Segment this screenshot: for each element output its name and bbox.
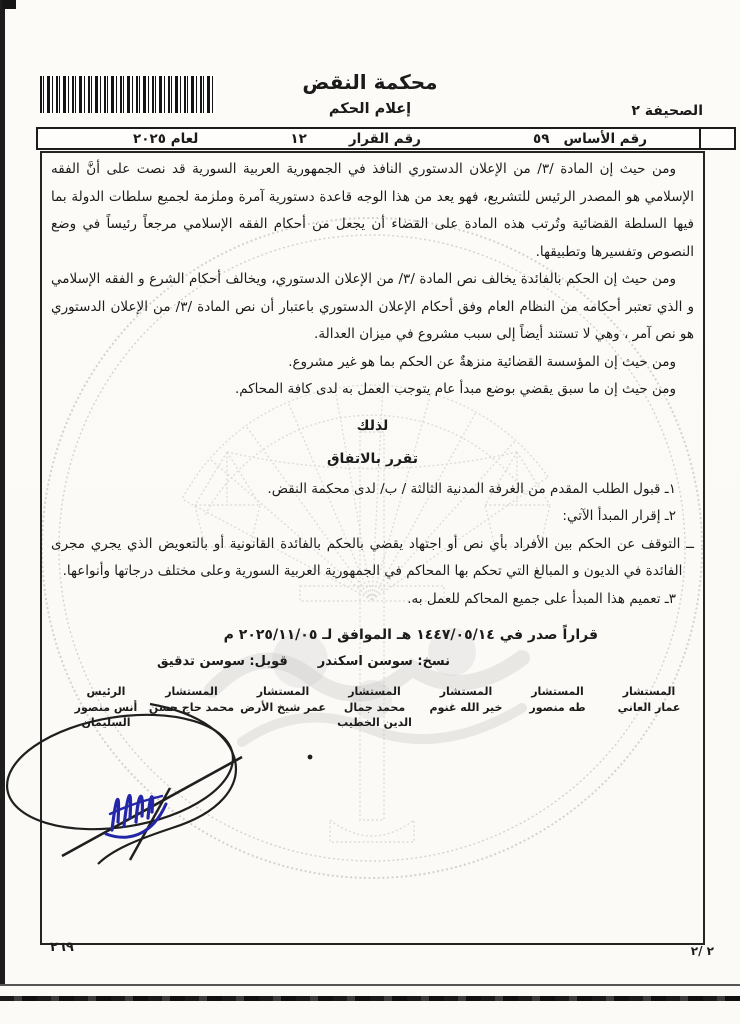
signatory-name: محمد جمال الدين الخطيب: [337, 700, 412, 729]
heading-decided-unanimously: تقرر بالاتفاق: [326, 450, 419, 467]
signatory-omar-sheikh-alard: [238, 684, 328, 731]
paragraph-judiciary-integrity: ومن حيث إن المؤسسة القضائية منزهةٌ عن الحكم بما هو غير مشروع.: [288, 353, 676, 370]
scan-bottom-rule-thick: [0, 996, 740, 1001]
clerk-line: [51, 650, 694, 674]
signatory-title: المستشار: [348, 685, 401, 698]
sheet-number-label: الصحيفة ٢: [631, 103, 703, 119]
document-type-label: إعلام الحكم: [328, 101, 412, 117]
signatory-title: المستشار: [622, 685, 676, 698]
case-header-empty-cell: [699, 129, 734, 148]
ruling-principle-text: ــ التوقف عن الحكم بين الأفراد بأي نص أو اجتهاد يقضي بالحكم بالفائدة القانونية أو بالتعويض الذي يجري مجرى الفائدة في الديون و المبالغ التي تحكم بها المحاكم في الجمهورية العربية السورية وعلى مختلف درجاتها وأنواعها.: [51, 535, 694, 579]
signatory-mohammad-jamaluddin-alkhatib: [330, 684, 420, 731]
signatory-khairallah-ghanoum: [421, 684, 511, 731]
scan-left-edge: [0, 0, 5, 986]
heading-therefore: لذلك: [356, 417, 389, 434]
checked-by-label: قوبل: سوسن تدقيق: [157, 654, 288, 669]
page-number: ٢٦٩: [50, 940, 74, 955]
ruling-item-2: ٢ـ إقرار المبدأ الآتي:: [562, 508, 676, 524]
signatory-name: طه منصور: [529, 700, 586, 714]
paragraph-general-principle: ومن حيث إن ما سبق يقضي بوضع مبدأ عام يتوجب العمل به لدى كافة المحاكم.: [234, 381, 676, 397]
ruling-item-3: ٣ـ تعميم هذا المبدأ على جميع المحاكم للعمل به.: [407, 590, 676, 607]
signatory-title: المستشار: [165, 685, 218, 698]
judgment-body-frame: [40, 151, 705, 945]
signatory-taha-mansour: [513, 684, 603, 731]
signatory-title: المستشار: [531, 685, 584, 698]
paragraph-interest-violation: ومن حيث إن الحكم بالفائدة يخالف نص المادة /٣/ من الإعلان الدستوري، ويخالف أحكام الشرع و الفقه الإسلامي و الذي تعتبر أحكامه من النظام العام وفق أحكام الإعلان الدستوري باعتبار أن نص المادة /٣/ من الإعلان الدستوري هو نص آمر ، وهي لا تستند أيضاً إلى سبب مشروع في ميزان العدالة.: [51, 271, 694, 342]
scan-bottom-rule-thin: [0, 984, 740, 986]
signatory-name: عمار العاني: [617, 700, 681, 714]
sheet-ref-number: ٢ /٢: [690, 944, 714, 958]
signatory-name: محمد حاج حسن: [148, 700, 235, 714]
decision-number-label: رقم القرار: [348, 130, 421, 147]
paragraph-constitutional-article: ومن حيث إن المادة /٣/ من الإعلان الدستوري النافذ في الجمهورية العربية السورية قد نصت على أنَّ الفقه الإسلامي هو المصدر الرئيس للتشريع، فهو يعد من هذا الوجه قاعدة دستورية آمرة وملزمة لجميع سلطات الدولة بما فيها السلطة القضائية وتُرتب هذه المادة على القضاء أن يجعل من أحكام الفقه الإسلامي مرجعاً رئيساً في وضع النصوص وتفسيرها وتطبيقها.: [51, 161, 694, 260]
decision-number-value: ١٢: [290, 130, 307, 147]
signatories-row: [51, 684, 694, 731]
case-header-row: [36, 127, 736, 150]
signatory-name: خير الله غنوم: [429, 700, 503, 714]
signatory-name: عمر شيخ الأرض: [240, 700, 326, 714]
signatory-title: المستشار: [439, 685, 493, 698]
signatory-president-anas-mansour-alsulaiman: [67, 684, 145, 731]
signatory-title: الرئيس: [86, 685, 126, 698]
year-value: لعام ٢٠٢٥: [133, 130, 199, 147]
ruling-item-1: ١ـ قبول الطلب المقدم من الغرفة المدنية الثالثة / ب/ لدى محكمة النقض.: [267, 480, 676, 497]
court-title: محكمة النقض: [302, 70, 438, 94]
signatory-ammar-alani: [604, 684, 694, 731]
signatory-name: أنس منصور السليمان: [74, 700, 138, 729]
base-number-value: ٥٩: [532, 130, 550, 147]
scan-corner-mark: [2, 0, 16, 9]
copied-by-label: نسخ: سوسن اسكندر: [317, 654, 450, 669]
base-number-label: رقم الأساس: [563, 130, 647, 147]
signatory-title: المستشار: [256, 685, 310, 698]
decision-date-line: قراراً صدر في ١٤٤٧/٠٥/١٤ هـ الموافق لـ ٢٠٢٥/١١/٠٥ م: [223, 627, 598, 643]
signatory-mohammad-haj-hassan: [147, 684, 237, 731]
